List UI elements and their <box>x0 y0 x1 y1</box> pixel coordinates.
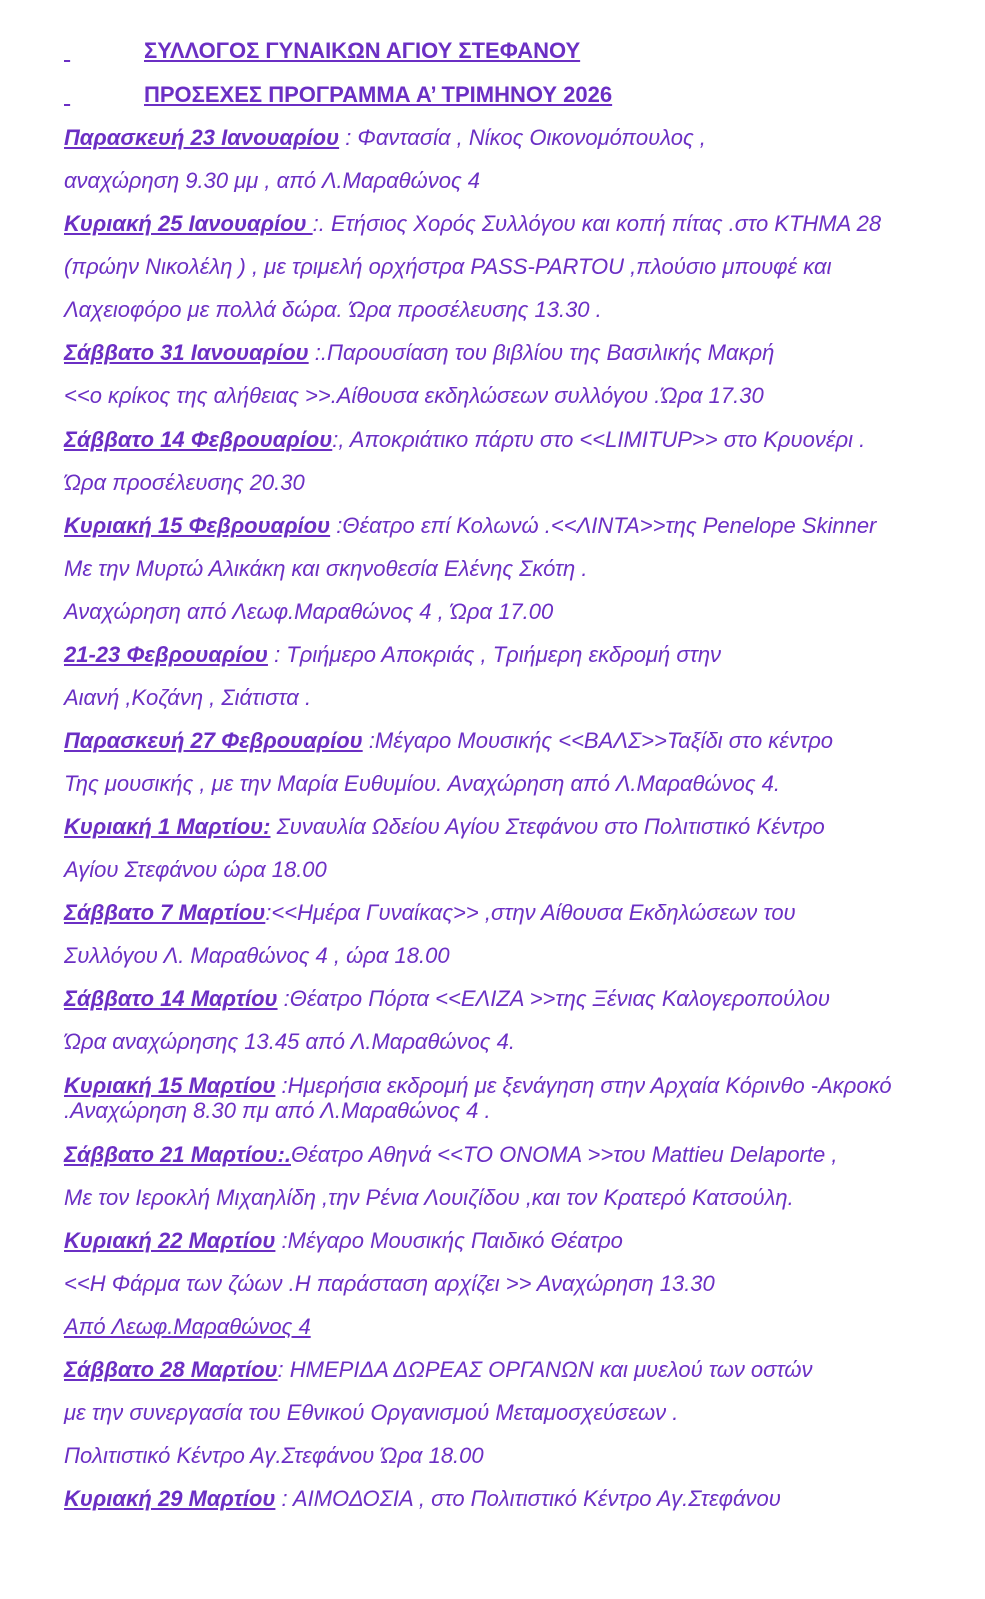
event-text: Συναυλία Ωδείου Αγίου Στεφάνου στο Πολιτιστικό Κέντρο <box>270 814 825 839</box>
event-date: Κυριακή 15 Φεβρουαρίου <box>64 513 331 538</box>
event-detail-line: Αναχώρηση από Λεωφ.Μαραθώνος 4 , Ώρα 17.00 <box>64 599 554 624</box>
event-date: Κυριακή 15 Μαρτίου <box>64 1073 276 1098</box>
event-text: : ΑΙΜΟΔΟΣΙΑ , στο Πολιτιστικό Κέντρο Αγ.Στεφάνου <box>275 1486 781 1511</box>
event-date: Κυριακή 25 Ιανουαρίου <box>64 211 313 236</box>
event-date: Κυριακή 22 Μαρτίου <box>64 1228 276 1253</box>
event-line <box>64 125 706 151</box>
event-detail-line: Λαχειοφόρο με πολλά δώρα. Ώρα προσέλευσης 13.30 . <box>64 297 602 322</box>
event-text: : Τριήμερο Αποκριάς , Τριήμερη εκδρομή στην <box>267 642 722 667</box>
event-detail-line: .Αναχώρηση 8.30 πμ από Λ.Μαραθώνος 4 . <box>64 1098 491 1123</box>
event-text: :, Αποκριάτικο πάρτυ στο <<LIMITUP>> στο Κρυονέρι . <box>332 427 866 452</box>
event-line <box>64 1357 813 1383</box>
event-date: Σάββατο 7 Μαρτίου <box>64 900 266 925</box>
event-line <box>64 427 865 453</box>
document-subtitle <box>64 82 612 108</box>
event-line <box>64 728 833 754</box>
event-line <box>64 1486 781 1512</box>
event-text: :Μέγαρο Μουσικής <<ΒΑΛΣ>>Ταξίδι στο κέντρο <box>362 728 834 753</box>
event-text: : ΗΜΕΡΙΔΑ ΔΩΡΕΑΣ ΟΡΓΑΝΩΝ και μυελού των οστών <box>277 1357 813 1382</box>
event-date: 21-23 Φεβρουαρίου <box>64 642 268 667</box>
event-text: :<<Ημέρα Γυναίκας>> ,στην Αίθουσα Εκδηλώσεων του <box>265 900 796 925</box>
title-text: ΣΥΛΛΟΓΟΣ ΓΥΝΑΙΚΩΝ ΑΓΙΟΥ ΣΤΕΦΑΝΟΥ <box>144 38 581 63</box>
event-date: Σάββατο 28 Μαρτίου <box>64 1357 278 1382</box>
event-line <box>64 900 796 926</box>
subtitle-text: ΠΡΟΣΕΧΕΣ ΠΡΟΓΡΑΜΜΑ Α’ ΤΡΙΜΗΝΟΥ 2026 <box>144 82 613 107</box>
event-detail-line: (πρώην Νικολέλη ) , με τριμελή ορχήστρα PASS-PARTOU ,πλούσιο μπουφέ και <box>64 254 832 279</box>
event-date: Σάββατο 31 Ιανουαρίου <box>64 340 309 365</box>
event-detail-line: Ώρα προσέλευσης 20.30 <box>64 470 305 495</box>
event-line <box>64 513 876 539</box>
event-line <box>64 1073 892 1099</box>
event-date: Σάββατο 14 Μαρτίου <box>64 986 278 1011</box>
event-line <box>64 1142 837 1168</box>
event-line <box>64 1228 623 1254</box>
event-detail-line: Ώρα αναχώρησης 13.45 από Λ.Μαραθώνος 4. <box>64 1029 515 1054</box>
event-date: Σάββατο 21 Μαρτίου:. <box>64 1142 291 1167</box>
event-text: :Θέατρο Πόρτα <<ΕΛΙΖΑ >>της Ξένιας Καλογεροπούλου <box>277 986 830 1011</box>
event-detail-line: Πολιτιστικό Κέντρο Αγ.Στεφάνου Ώρα 18.00 <box>64 1443 484 1468</box>
event-text: :Μέγαρο Μουσικής Παιδικό Θέατρο <box>275 1228 623 1253</box>
event-detail-line: Συλλόγου Λ. Μαραθώνος 4 , ώρα 18.00 <box>64 943 450 968</box>
event-detail-line: Με τον Ιεροκλή Μιχαηλίδη ,την Ρένια Λουιζίδου ,και τον Κρατερό Κατσούλη. <box>64 1185 794 1210</box>
event-detail-line: Αιανή ,Κοζάνη , Σιάτιστα . <box>64 685 312 710</box>
event-text: :.Παρουσίαση του βιβλίου της Βασιλικής Μακρή <box>308 340 775 365</box>
event-line <box>64 642 721 668</box>
event-text: : Φαντασία , Νίκος Οικονομόπουλος , <box>339 125 706 150</box>
document-title <box>64 38 580 64</box>
event-detail-line: με την συνεργασία του Εθνικού Οργανισμού Μεταμοσχεύσεων . <box>64 1400 679 1425</box>
event-line <box>64 211 881 237</box>
event-detail-line: Από Λεωφ.Μαραθώνος 4 <box>64 1314 311 1339</box>
event-date: Κυριακή 1 Μαρτίου: <box>64 814 271 839</box>
event-line <box>64 986 830 1012</box>
event-date: Σάββατο 14 Φεβρουαρίου <box>64 427 333 452</box>
event-date: Παρασκευή 23 Ιανουαρίου <box>64 125 340 150</box>
event-detail-line: αναχώρηση 9.30 μμ , από Λ.Μαραθώνος 4 <box>64 168 481 193</box>
event-text: :Ημερήσια εκδρομή με ξενάγηση στην Αρχαία Κόρινθο -Ακροκό <box>275 1073 892 1098</box>
event-line <box>64 814 825 840</box>
event-detail-line: <<Η Φάρμα των ζώων .Η παράσταση αρχίζει >> Αναχώρηση 13.30 <box>64 1271 715 1296</box>
event-text: :Θέατρο επί Κολωνώ .<<ΛΙΝΤΑ>>της Penelope Skinner <box>330 513 877 538</box>
event-date: Κυριακή 29 Μαρτίου <box>64 1486 276 1511</box>
event-text: Θέατρο Αθηνά <<ΤΟ ΟΝΟΜΑ >>του Mattieu Delaporte , <box>290 1142 838 1167</box>
event-date: Παρασκευή 27 Φεβρουαρίου <box>64 728 363 753</box>
event-detail-line: Της μουσικής , με την Μαρία Ευθυμίου. Αναχώρηση από Λ.Μαραθώνος 4. <box>64 771 781 796</box>
event-text: :. Ετήσιος Χορός Συλλόγου και κοπή πίτας .στο ΚΤΗΜΑ 28 <box>312 211 882 236</box>
event-detail-line: <<ο κρίκος της αλήθειας >>.Αίθουσα εκδηλώσεων συλλόγου .Ώρα 17.30 <box>64 383 764 408</box>
event-line <box>64 340 774 366</box>
event-detail-line: Αγίου Στεφάνου ώρα 18.00 <box>64 857 327 882</box>
event-detail-line: Με την Μυρτώ Αλικάκη και σκηνοθεσία Ελένης Σκότη . <box>64 556 588 581</box>
